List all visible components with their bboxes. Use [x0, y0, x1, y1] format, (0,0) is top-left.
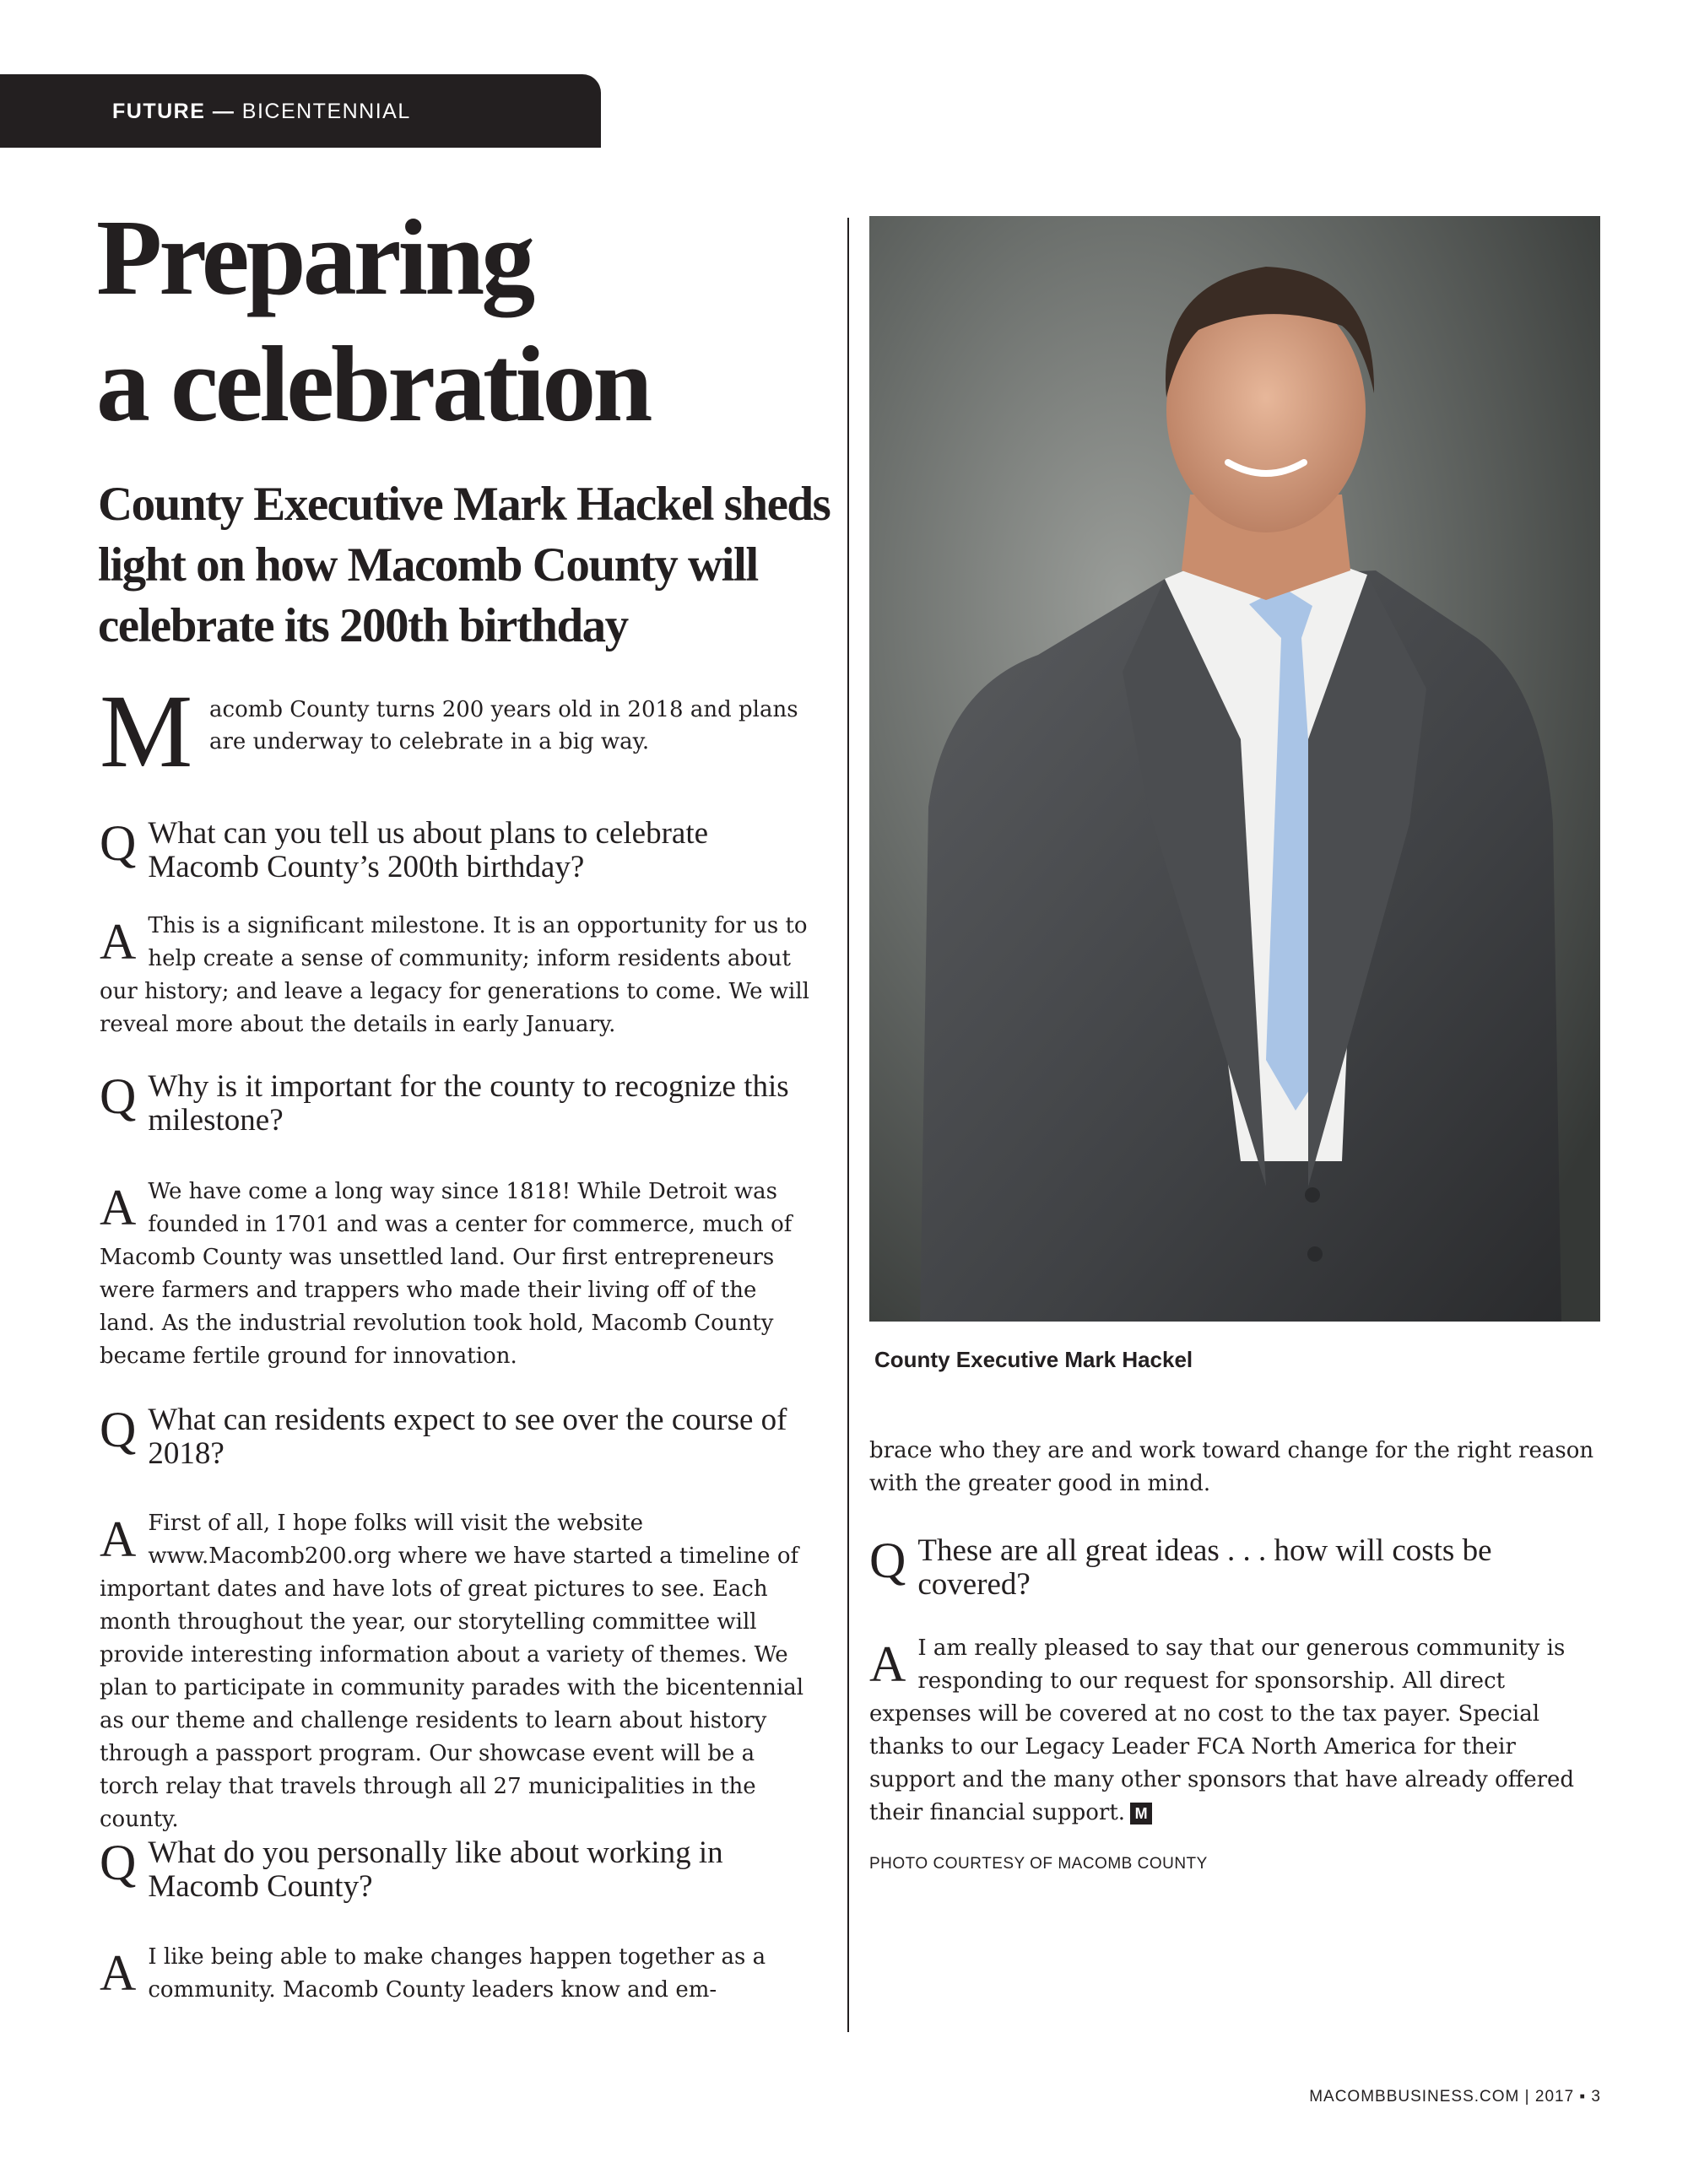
question-dropcap: Q: [100, 1835, 137, 1890]
answer-dropcap: A: [869, 1636, 906, 1692]
answer-4: [100, 1941, 817, 2007]
answer-2: [100, 1176, 817, 1373]
end-mark-icon: M: [1130, 1803, 1152, 1825]
answer-dropcap: A: [100, 1180, 137, 1235]
question-5: [869, 1534, 1595, 1602]
headline: [96, 194, 649, 447]
column-divider: [847, 218, 849, 2032]
question-3: [100, 1403, 817, 1471]
section-tab-label: FUTURE — BICENTENNIAL: [112, 100, 411, 123]
question-dropcap: Q: [100, 1068, 137, 1124]
answer-dropcap: A: [100, 1511, 137, 1567]
answer-3: [100, 1507, 817, 1836]
answer-dropcap: A: [100, 914, 137, 970]
answer-5: [869, 1632, 1595, 1830]
answer-text: This is a significant milestone. It is an opportunity for us to help create a sense of community; inform residents about our history; and leave a legacy for generations to come. We will reveal more about the details in early January.: [100, 913, 810, 1037]
question-text: Why is it important for the county to recognize this milestone?: [148, 1069, 789, 1138]
headline-line-1: Preparing: [96, 197, 533, 317]
question-text: These are all great ideas . . . how will costs be covered?: [917, 1533, 1492, 1602]
portrait-photo: [869, 216, 1600, 1322]
headline-line-2: a celebration: [96, 324, 650, 444]
answer-1: [100, 910, 817, 1041]
answer-text: I like being able to make changes happen together as a community. Macomb County leaders know and em-: [148, 1944, 766, 2003]
answer-text: I am really pleased to say that our generous community is responding to our request for sponsorship. All direct expenses will be covered at no cost to the tax payer. Special thanks to our Legacy Leader FCA North America for their support and the many other sponsors that have already offered their financial support.: [869, 1635, 1575, 1825]
question-4: [100, 1836, 817, 1904]
question-text: What do you personally like about working in Macomb County?: [148, 1835, 723, 1904]
portrait-illustration: [869, 216, 1600, 1322]
answer-4-continued: brace who they are and work toward change for the right reason with the greater good in mind.: [869, 1438, 1594, 1496]
page-folio: MACOMBBUSINESS.COM | 2017 ▪ 3: [1309, 2088, 1601, 2106]
question-2: [100, 1070, 817, 1138]
question-1: [100, 817, 817, 884]
answer-text: We have come a long way since 1818! While Detroit was founded in 1701 and was a center for commerce, much of Macomb County was unsettled land. Our first entrepreneurs were farmers and trappers who made their living off of the land. As the industrial revolution took hold, Macomb County became fertile ground for innovation.: [100, 1179, 793, 1369]
answer-text: First of all, I hope folks will visit the website www.Macomb200.org where we have started a timeline of important dates and have lots of great pictures to see. Each month throughout the year, our storytelling committee will provide interesting information about a variety of themes. We plan to participate in community parades with the bicentennial as our theme and challenge residents to learn about history through a passport program. Our showcase event will be a torch relay that travels through all 27 municipalities in the county.: [100, 1511, 804, 1832]
question-dropcap: Q: [100, 1402, 137, 1457]
section-tab: [0, 74, 601, 148]
lead-dropcap: M: [100, 673, 193, 789]
photo-caption: County Executive Mark Hackel: [874, 1347, 1193, 1372]
question-text: What can residents expect to see over the course of 2018?: [148, 1403, 787, 1471]
question-dropcap: Q: [100, 815, 137, 871]
lead-paragraph: acomb County turns 200 years old in 2018 and plans are underway to celebrate in a big way.: [209, 697, 798, 754]
question-text: What can you tell us about plans to celebrate Macomb County’s 200th birthday?: [148, 816, 709, 884]
photo-credit: PHOTO COURTESY OF MACOMB COUNTY: [869, 1855, 1208, 1873]
answer-dropcap: A: [100, 1945, 137, 2001]
question-dropcap: Q: [869, 1533, 906, 1588]
subheadline: County Executive Mark Hackel sheds light on how Macomb County will celebrate its 200th birthday: [98, 478, 830, 652]
